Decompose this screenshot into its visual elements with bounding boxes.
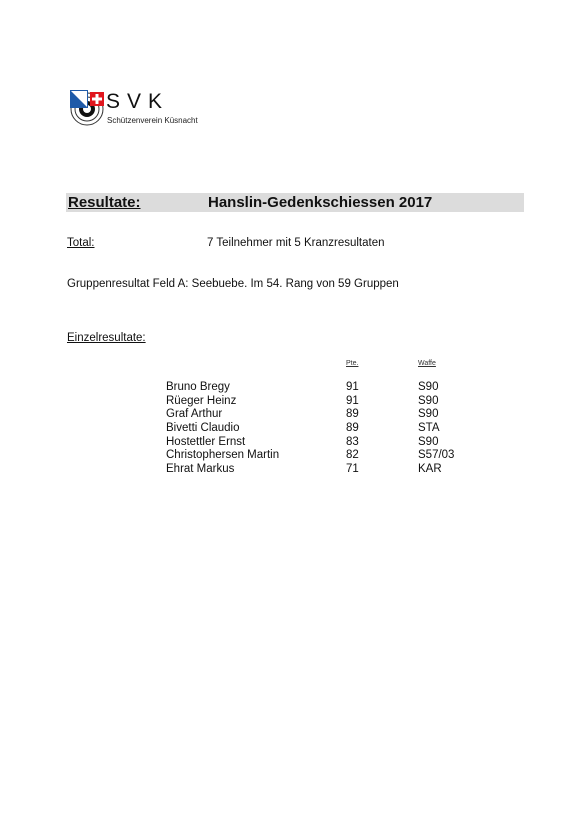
shooter-weapon: KAR	[418, 463, 442, 476]
shooter-weapon: S90	[418, 394, 439, 407]
zurich-flag-icon	[70, 90, 88, 108]
total-label: Total:	[67, 237, 95, 249]
shooter-points: 89	[346, 422, 359, 435]
shooter-name: Rüeger Heinz	[166, 394, 237, 407]
shooter-name: Christophersen Martin	[166, 449, 280, 462]
title-bar	[66, 193, 524, 212]
shooter-weapon: S90	[418, 408, 439, 421]
shooter-name: Bivetti Claudio	[166, 422, 240, 435]
shooter-weapon: S90	[418, 435, 439, 448]
shooter-name: Bruno Bregy	[166, 381, 230, 393]
shooter-weapon: S90	[418, 381, 439, 393]
shooter-name: Ehrat Markus	[166, 463, 235, 476]
individual-results-label: Einzelresultate:	[67, 332, 146, 344]
shooter-name: Graf Arthur	[166, 408, 223, 421]
event-title: Hanslin-Gedenkschiessen 2017	[208, 194, 433, 211]
club-logo	[70, 90, 220, 130]
total-value: 7 Teilnehmer mit 5 Kranzresultaten	[207, 237, 385, 249]
shooter-points: 91	[346, 381, 359, 393]
shooter-points: 91	[346, 394, 359, 407]
shooter-points: 89	[346, 408, 359, 421]
shooter-weapon: S57/03	[418, 449, 455, 462]
weapon-column-header: Waffe	[418, 360, 436, 367]
shooter-points: 82	[346, 449, 359, 462]
points-column-header: Pte.	[346, 360, 359, 367]
group-result: Gruppenresultat Feld A: Seebuebe. Im 54. Rang von 59 Gruppen	[67, 278, 399, 290]
shooter-points: 83	[346, 435, 359, 448]
logo-subtitle: Schützenverein Küsnacht	[107, 116, 198, 125]
logo-abbreviation: SVK	[106, 90, 170, 113]
shooter-name: Hostettler Ernst	[166, 435, 246, 448]
shooter-weapon: STA	[418, 422, 440, 435]
shooter-points: 71	[346, 463, 359, 476]
title-label: Resultate:	[68, 194, 141, 211]
